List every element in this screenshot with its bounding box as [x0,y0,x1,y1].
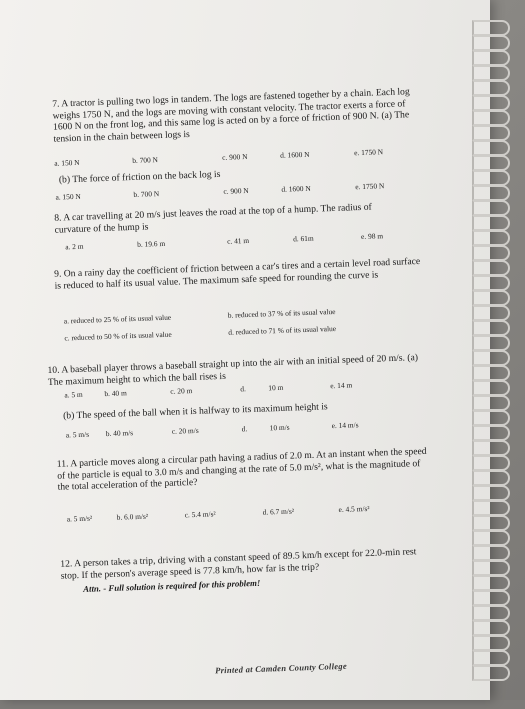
binding-ring [472,65,510,81]
option-e: e. 1750 N [355,181,385,192]
option-d: d. [241,424,248,434]
binding-ring [472,200,510,216]
option-c: c. 900 N [223,185,249,196]
binding-ring [472,305,510,321]
option-e: e. 14 m/s [331,420,359,431]
binding-ring [472,140,510,156]
option-d: d. 1600 N [280,149,310,160]
option-c: c. 5.4 m/s² [184,509,216,520]
binding-ring [472,110,510,126]
option-e: e. 98 m [360,231,384,242]
option-d: d. reduced to 71 % of its usual value [228,323,337,337]
binding-ring [472,320,510,336]
option-a: a. 150 N [54,157,80,168]
question-7-text: 7. A tractor is pulling two logs in tandem. The logs are fastened together by a chain. Each log weighs 1750 N, and the logs are moving with constant velocity. The tractor exerts a force of 1600 N on the front log, and this same log is acted on by a force of friction of 900 N. (a) The tension in the chain between logs is [52,86,410,145]
binding-ring [472,170,510,186]
binding-ring [472,80,510,96]
option-e: e. 4.5 m/s² [338,503,370,514]
option-e: e. 14 m [330,380,353,391]
option-d: d. 1600 N [281,183,311,194]
binding-ring [472,395,510,411]
binding-ring [472,410,510,426]
binding-ring [472,230,510,246]
option-c: c. 41 m [226,235,250,246]
question-10b-prompt: (b) The speed of the ball when it is halfway to its maximum height is [62,401,328,422]
option-c: c. 20 m [170,386,193,396]
binding-ring [472,350,510,366]
option-d-value: 10 m/s [269,422,290,433]
binding-ring [472,335,510,351]
option-e: e. 1750 N [353,147,384,158]
option-d: d. 61m [292,233,314,244]
option-b: b. 40 m [104,388,127,399]
binding-ring [472,275,510,291]
option-b: b. 19.6 m [137,238,166,249]
option-c: c. 900 N [222,151,248,162]
option-b: b. reduced to 37 % of its usual value [227,306,336,320]
question-10-text: 10. A baseball player throws a baseball straight up into the air with an initial speed of 20 m/s. (a) The maximum height to which the ball rises is [47,352,419,388]
binding-ring [472,290,510,306]
option-c: c. reduced to 50 % of its usual value [64,329,172,343]
option-d-value: 10 m [268,382,284,393]
binding-ring [472,380,510,396]
option-d: d. [240,384,247,394]
question-12-text: 12. A person takes a trip, driving with a constant speed of 89.5 km/h except for 22.0-min rest stop. If the person's average speed is 77.8 km/h, how far is the trip? [60,546,417,582]
option-b: b. 700 N [132,155,159,165]
option-b: b. 40 m/s [105,428,134,439]
option-d: d. 6.7 m/s² [262,506,295,517]
footer-print-notice: Printed at Camden County College [214,660,348,676]
option-a: a. 2 m [65,241,84,252]
question-9-text: 9. On a rainy day the coefficient of friction between a car's tires and a certain level road surface is reduced to half its usual value. The maximum safe speed for rounding the curve is [53,255,421,292]
binding-ring [472,260,510,276]
binding-ring [472,155,510,171]
option-a: a. 5 m [64,389,83,400]
binding-ring [472,365,510,381]
question-8-text: 8. A car travelling at 20 m/s just leaves the road at the top of a hump. The radius of curvature of the hump is [54,201,372,236]
option-b: b. 6.0 m/s² [116,511,149,522]
binding-ring [472,50,510,66]
binding-ring [472,125,510,141]
binding-ring [472,95,510,111]
binding-ring [472,425,510,441]
option-c: c. 20 m/s [171,425,199,436]
question-12-note: Attn. - Full solution is required for this problem! [83,577,261,594]
binding-ring [472,245,510,261]
question-11-text: 11. A particle moves along a circular path having a radius of 2.0 m. At an instant when the speed of the particle is equal to 3.0 m/s and changing at the rate of 5.0 m/s², what is the magnitude of the total acceleration of the particle? [56,445,427,493]
option-a: a. 5 m/s [65,429,90,440]
option-b: b. 700 N [133,189,160,199]
option-a: a. 5 m/s² [66,513,93,524]
question-7b-prompt: (b) The force of friction on the back log is [58,168,221,186]
binding-ring [472,215,510,231]
binding-ring [472,35,510,51]
binding-ring [472,20,510,36]
option-a: a. reduced to 25 % of its usual value [63,312,172,326]
option-a: a. 150 N [55,191,81,202]
binding-ring [472,185,510,201]
